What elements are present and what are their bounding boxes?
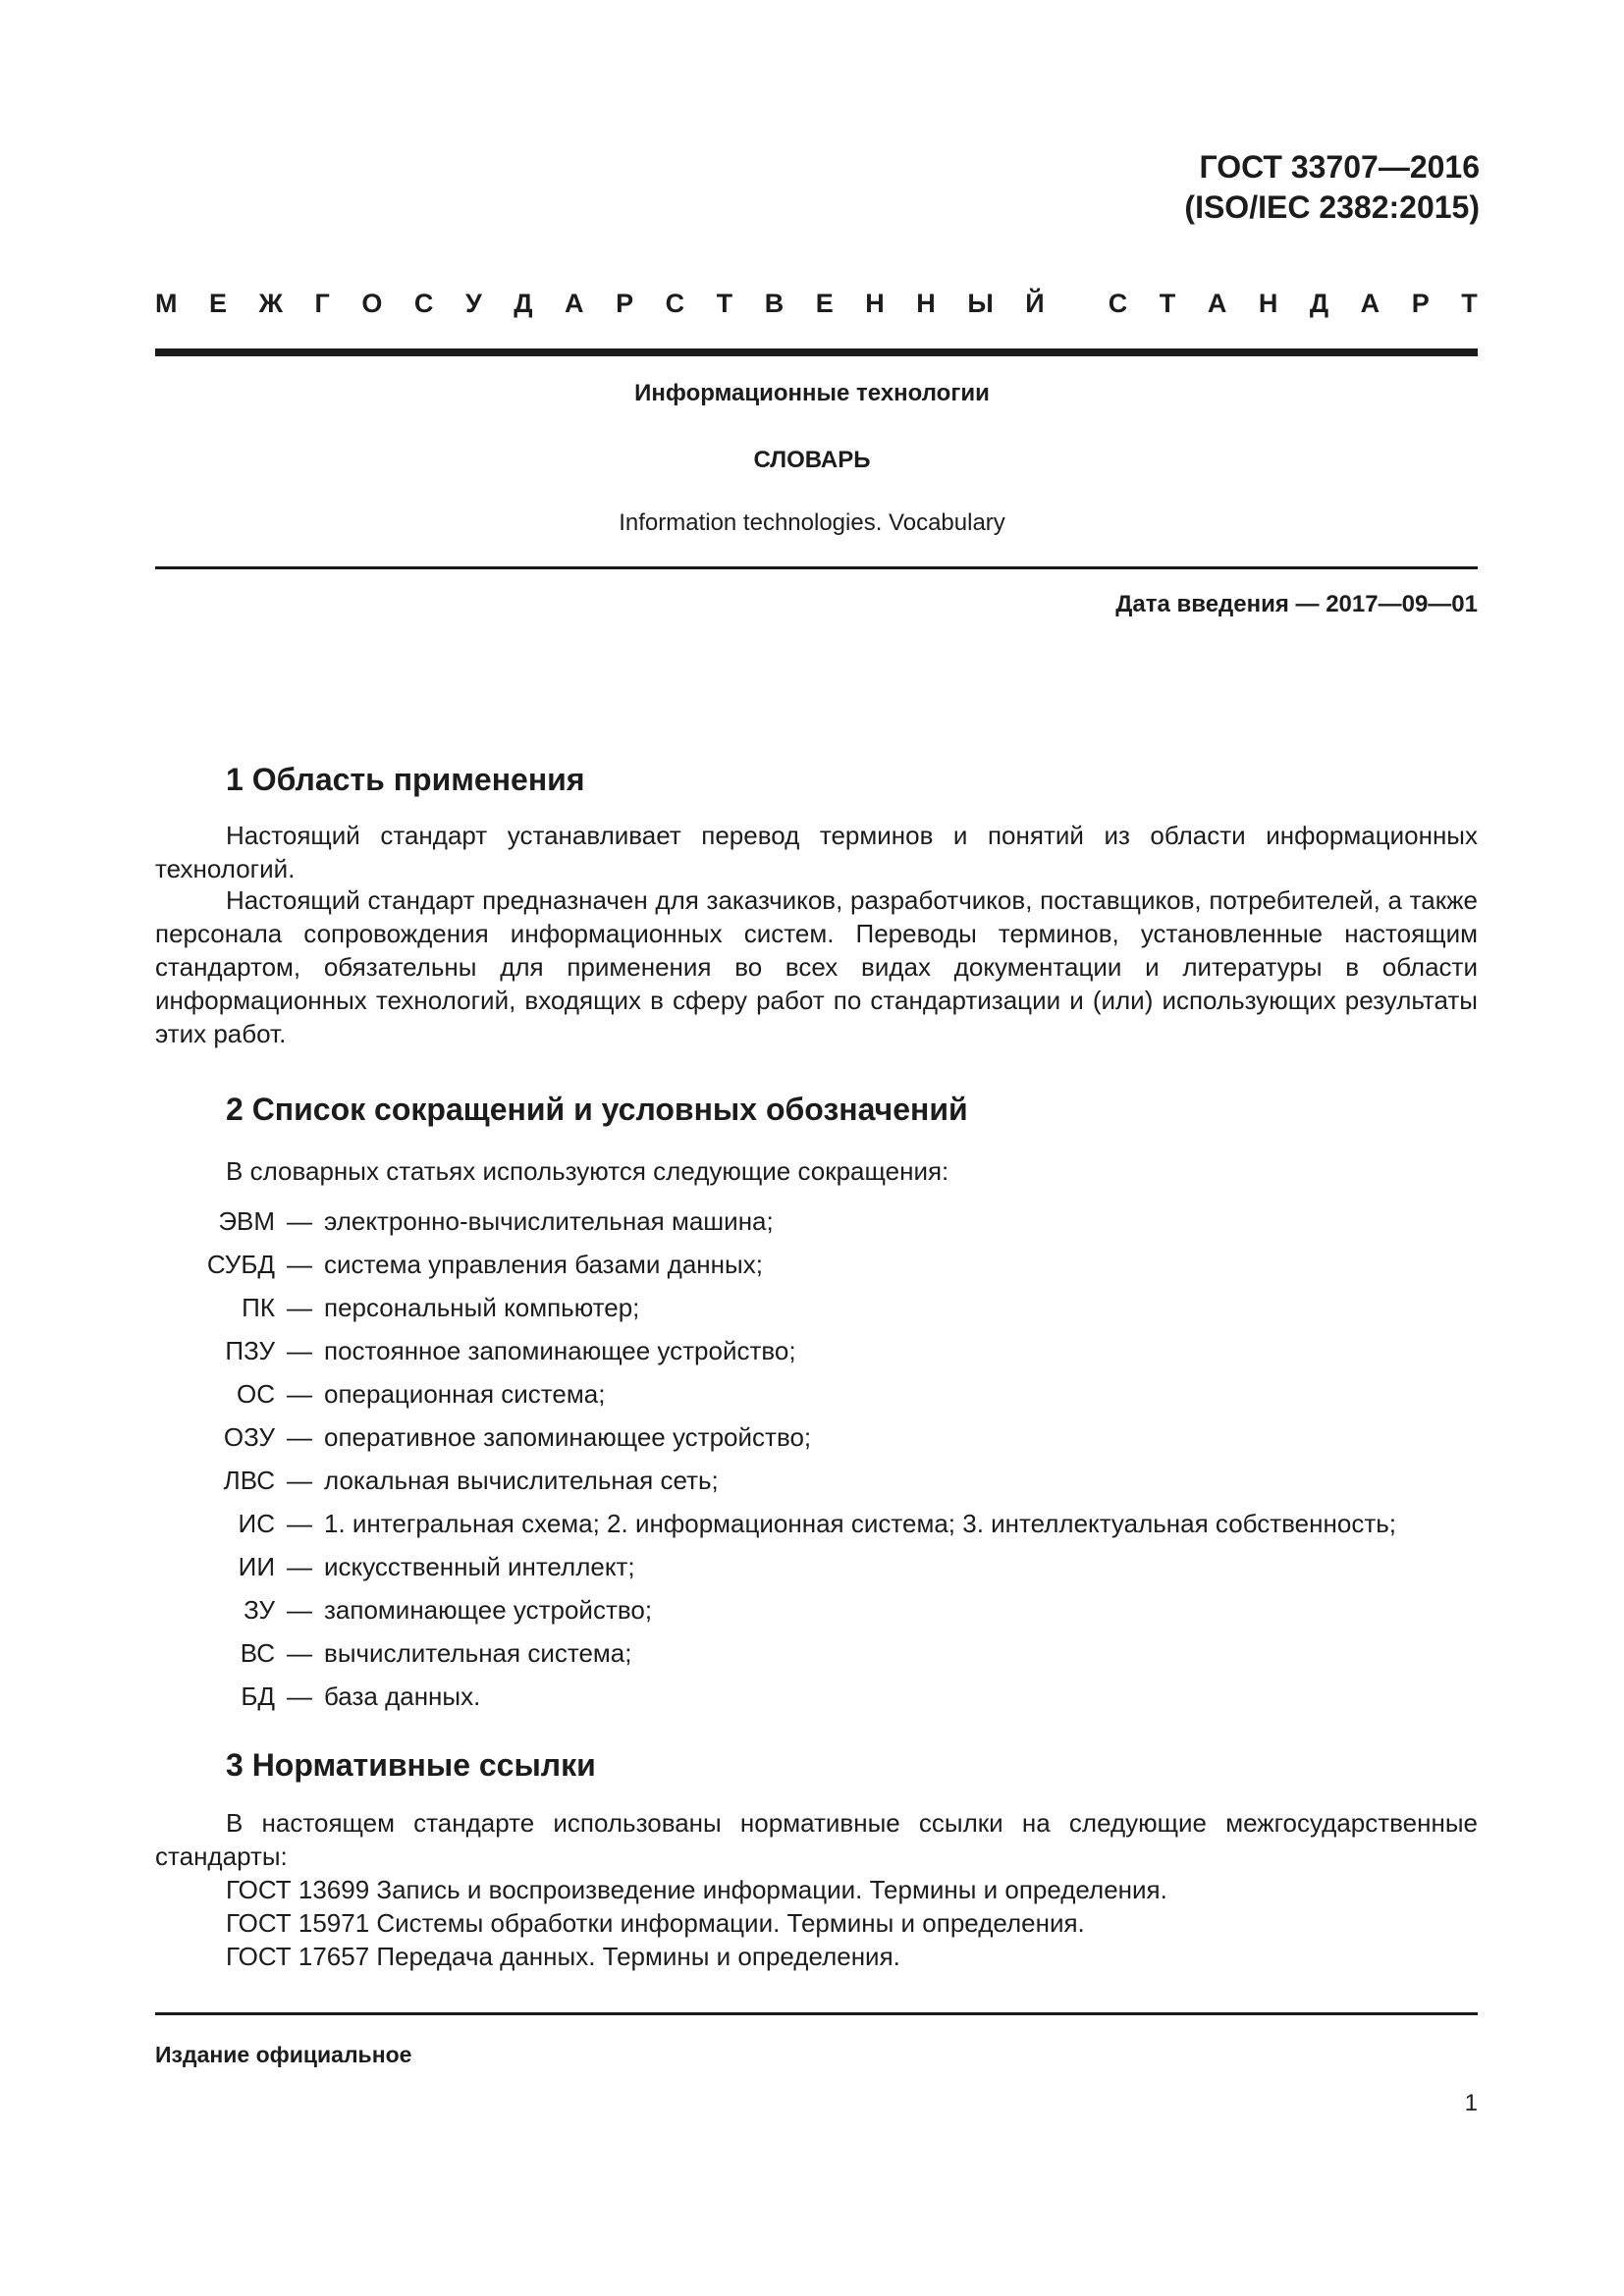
- footer-divider: [155, 2012, 1478, 2015]
- interstate-letter: А: [1207, 289, 1227, 318]
- interstate-letter: Н: [865, 289, 885, 318]
- gost-number: ГОСТ 33707—2016: [1199, 149, 1480, 185]
- abbreviations-intro: В словарных статьях используются следующие сокращения:: [226, 1156, 949, 1186]
- edition-label: Издание официальное: [155, 2042, 412, 2067]
- abbreviation-description: постоянное запоминающее устройство;: [324, 1336, 796, 1365]
- interstate-letter: Е: [209, 289, 228, 318]
- abbreviation-row: [155, 1243, 1530, 1286]
- abbreviation-dash: —: [287, 1422, 312, 1452]
- interstate-letter: С: [665, 289, 685, 318]
- abbreviation-row: [155, 1329, 1530, 1372]
- section-3-heading: 3 Нормативные ссылки: [226, 1747, 596, 1783]
- abbreviation-description: локальная вычислительная сеть;: [324, 1466, 719, 1495]
- introduction-date: Дата введения — 2017—09—01: [1115, 591, 1478, 617]
- abbreviation-dash: —: [287, 1552, 312, 1581]
- abbreviation-description: система управления базами данных;: [324, 1250, 763, 1279]
- abbreviation-code: СУБД: [206, 1250, 275, 1279]
- abbreviation-code: БД: [241, 1682, 275, 1711]
- interstate-letter: С: [1108, 289, 1128, 318]
- section-1-heading: 1 Область применения: [226, 762, 585, 797]
- interstate-letter: Р: [1411, 289, 1430, 318]
- abbreviation-code: ПЗУ: [225, 1336, 275, 1365]
- abbreviation-description: искусственный интеллект;: [324, 1552, 635, 1581]
- page-number: 1: [1464, 2090, 1478, 2116]
- interstate-letter: Ы: [967, 289, 994, 318]
- interstate-letter: М: [155, 289, 178, 318]
- interstate-letter: Г: [314, 289, 330, 318]
- document-designation: [1184, 147, 1480, 228]
- abbreviation-row: [155, 1675, 1530, 1718]
- top-divider: [155, 348, 1478, 356]
- abbreviation-code: ОЗУ: [223, 1422, 275, 1452]
- interstate-letter: У: [464, 289, 482, 318]
- interstate-letter: Р: [616, 289, 634, 318]
- abbreviation-row: [155, 1372, 1530, 1415]
- section-3-intro: В настоящем стандарте использованы нормативные ссылки на следующие межгосударственные стандарты:: [155, 1808, 1478, 1871]
- abbreviation-description: база данных.: [324, 1682, 481, 1711]
- interstate-letter: Д: [1309, 289, 1329, 318]
- abbreviation-code: ПК: [242, 1293, 275, 1322]
- abbreviation-code: ЗУ: [244, 1595, 275, 1625]
- abbreviation-description: вычислительная система;: [324, 1638, 632, 1668]
- abbreviation-list: [155, 1200, 1530, 1718]
- interstate-letter: Т: [716, 289, 733, 318]
- abbreviation-dash: —: [287, 1379, 312, 1409]
- interstate-letter: Н: [1258, 289, 1278, 318]
- abbreviation-row: [155, 1631, 1530, 1675]
- abbreviation-row: [155, 1545, 1530, 1588]
- section-1-paragraph: Настоящий стандарт предназначен для заказчиков, разработчиков, поставщиков, потребителей, а также персонала сопровождения информационных систем. Переводы терминов, установленные настоящим стандартом, обязательны для применения во всех видах документации и литературы в области информационных технологий, входящих в сферу работ по стандартизации и (или) использующих результаты этих работ.: [155, 885, 1478, 1048]
- abbreviation-code: ИИ: [238, 1552, 275, 1581]
- abbreviation-code: ЛВС: [223, 1466, 275, 1495]
- normative-reference-list: [226, 1873, 1167, 1973]
- abbreviation-description: персональный компьютер;: [324, 1293, 640, 1322]
- abbreviation-description: операционная система;: [324, 1379, 606, 1409]
- abbreviation-row: [155, 1502, 1530, 1545]
- abbreviation-row: [155, 1415, 1530, 1459]
- document-english-title: Information technologies. Vocabulary: [619, 509, 1005, 536]
- interstate-letter: Й: [1025, 289, 1045, 318]
- abbreviation-row: [155, 1200, 1530, 1243]
- abbreviation-code: ОС: [237, 1379, 275, 1409]
- abbreviation-description: 1. интегральная схема; 2. информационная система; 3. интеллектуальная собственность;: [324, 1509, 1396, 1538]
- section-2-heading: 2 Список сокращений и условных обозначений: [226, 1092, 968, 1127]
- abbreviation-code: ЭВМ: [218, 1206, 275, 1236]
- abbreviation-description: оперативное запоминающее устройство;: [324, 1422, 812, 1452]
- abbreviation-dash: —: [287, 1682, 312, 1711]
- interstate-letter: Н: [916, 289, 936, 318]
- interstate-letter: В: [764, 289, 785, 318]
- abbreviation-dash: —: [287, 1638, 312, 1668]
- section-1-paragraph: Настоящий стандарт устанавливает перевод терминов и понятий из области информационных технологий.: [155, 821, 1478, 883]
- interstate-letter: О: [361, 289, 383, 318]
- normative-reference: ГОСТ 15971 Системы обработки информации. Термины и определения.: [226, 1908, 1085, 1938]
- abbreviation-description: запоминающее устройство;: [324, 1595, 653, 1625]
- abbreviation-dash: —: [287, 1250, 312, 1279]
- abbreviation-dash: —: [287, 1293, 312, 1322]
- interstate-letter: А: [565, 289, 584, 318]
- interstate-standard-heading: [155, 287, 1478, 320]
- iso-number: (ISO/IEC 2382:2015): [1184, 189, 1480, 225]
- abbreviation-row: [155, 1286, 1530, 1329]
- title-divider: [155, 566, 1478, 569]
- interstate-letter: Т: [1159, 289, 1176, 318]
- interstate-letter: Т: [1461, 289, 1478, 318]
- interstate-letter: Ж: [258, 289, 283, 318]
- interstate-letter: Д: [514, 289, 533, 318]
- abbreviation-dash: —: [287, 1336, 312, 1365]
- normative-reference: ГОСТ 17657 Передача данных. Термины и определения.: [226, 1942, 900, 1971]
- abbreviation-code: ИС: [238, 1509, 275, 1538]
- abbreviation-description: электронно-вычислительная машина;: [324, 1206, 774, 1236]
- abbreviation-dash: —: [287, 1509, 312, 1538]
- abbreviation-dash: —: [287, 1595, 312, 1625]
- abbreviation-code: ВС: [240, 1638, 275, 1668]
- abbreviation-row: [155, 1459, 1530, 1502]
- abbreviation-dash: —: [287, 1206, 312, 1236]
- abbreviation-row: [155, 1588, 1530, 1631]
- abbreviation-dash: —: [287, 1466, 312, 1495]
- interstate-letter: А: [1360, 289, 1380, 318]
- normative-reference: ГОСТ 13699 Запись и воспроизведение информации. Термины и определения.: [226, 1875, 1167, 1904]
- document-subject: Информационные технологии: [634, 380, 990, 406]
- interstate-letter: Е: [815, 289, 834, 318]
- interstate-letter: С: [413, 289, 434, 318]
- document-title: СЛОВАРЬ: [753, 447, 871, 473]
